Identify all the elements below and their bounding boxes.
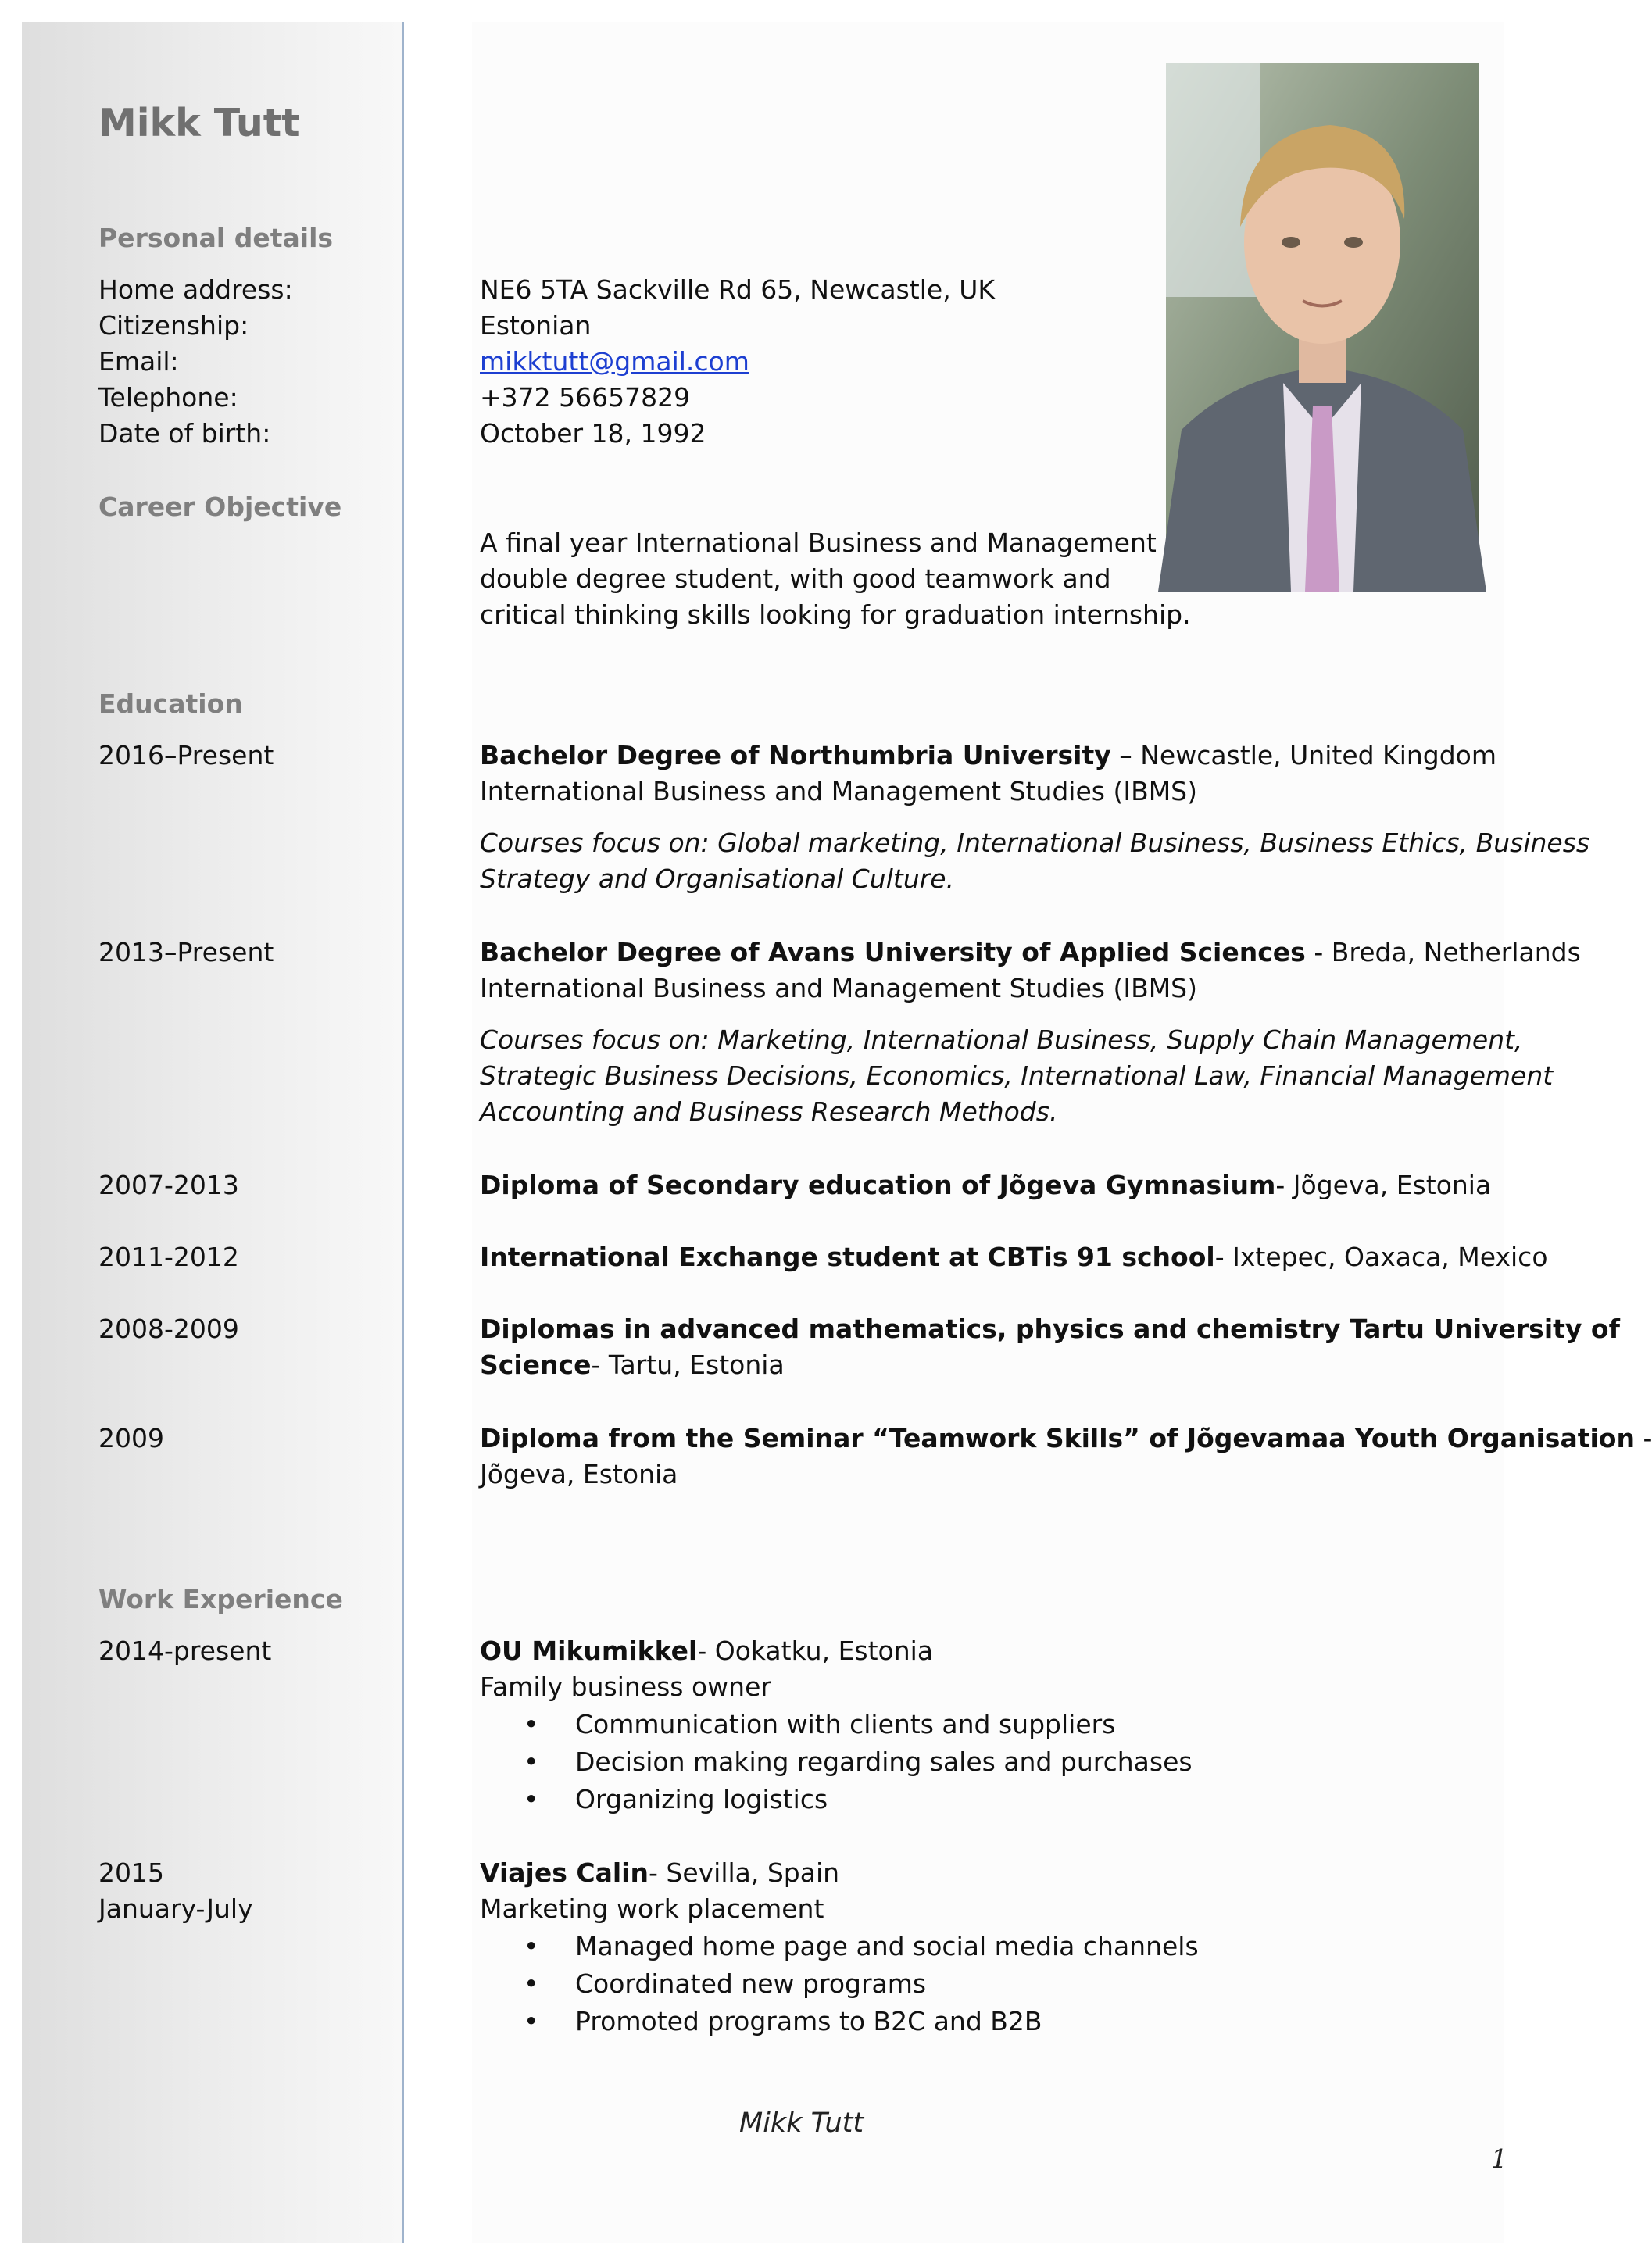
email-link[interactable]: mikktutt@gmail.com bbox=[480, 346, 749, 377]
home-address-label: Home address: bbox=[98, 274, 293, 305]
section-title-work-experience: Work Experience bbox=[98, 1584, 343, 1614]
duty-text: Decision making regarding sales and purchases bbox=[575, 1746, 1193, 1777]
list-item bbox=[480, 1966, 1199, 2004]
education-entry-heading bbox=[480, 1239, 1548, 1275]
education-program: International Business and Management Studies (IBMS) bbox=[480, 973, 1198, 1003]
education-date: 2011-2012 bbox=[98, 1242, 239, 1272]
education-date: 2013–Present bbox=[98, 937, 274, 967]
bullet-icon: • bbox=[524, 2006, 539, 2036]
education-degree: Science bbox=[480, 1350, 592, 1380]
education-courses: Strategy and Organisational Culture. bbox=[480, 863, 955, 894]
work-duties-list bbox=[480, 1929, 1199, 2041]
sidebar-divider bbox=[402, 22, 404, 2243]
career-objective-line: critical thinking skills looking for graduation internship. bbox=[480, 599, 1191, 630]
education-courses: Courses focus on: Marketing, International Business, Supply Chain Management, bbox=[480, 1024, 1523, 1055]
work-role: Family business owner bbox=[480, 1671, 771, 1702]
education-degree: Diploma from the Seminar “Teamwork Skills” of Jõgevamaa Youth Organisation bbox=[480, 1423, 1635, 1453]
duty-text: Organizing logistics bbox=[575, 1784, 828, 1814]
duty-text: Promoted programs to B2C and B2B bbox=[575, 2006, 1042, 2036]
duty-text: Managed home page and social media channels bbox=[575, 1931, 1199, 1961]
bullet-icon: • bbox=[524, 1709, 539, 1739]
education-degree: Diploma of Secondary education of Jõgeva Gymnasium bbox=[480, 1170, 1276, 1200]
list-item bbox=[480, 1744, 1193, 1782]
citizenship-value: Estonian bbox=[480, 310, 592, 341]
telephone-label: Telephone: bbox=[98, 382, 238, 413]
education-date: 2007-2013 bbox=[98, 1170, 239, 1200]
bullet-icon: • bbox=[524, 1968, 539, 1999]
education-location: – Newcastle, United Kingdom bbox=[1110, 740, 1497, 770]
education-location: - Ixtepec, Oaxaca, Mexico bbox=[1214, 1242, 1548, 1272]
work-location: - Ookatku, Estonia bbox=[697, 1636, 934, 1666]
education-location: - Jõgeva, Estonia bbox=[1275, 1170, 1492, 1200]
work-location: - Sevilla, Spain bbox=[648, 1857, 840, 1888]
education-courses: Accounting and Business Research Methods. bbox=[480, 1096, 1058, 1127]
section-title-career-objective: Career Objective bbox=[98, 492, 342, 522]
list-item bbox=[480, 1929, 1199, 1966]
education-entry-heading bbox=[480, 1347, 785, 1383]
bullet-icon: • bbox=[524, 1746, 539, 1777]
education-courses: Courses focus on: Global marketing, International Business, Business Ethics, Business bbox=[480, 828, 1590, 858]
education-degree: Bachelor Degree of Northumbria University bbox=[480, 740, 1111, 770]
education-location: - Breda, Netherlands bbox=[1305, 937, 1581, 967]
work-role: Marketing work placement bbox=[480, 1893, 824, 1924]
work-company: OU Mikumikkel bbox=[480, 1636, 698, 1666]
profile-photo bbox=[1166, 63, 1479, 592]
date-of-birth-label: Date of birth: bbox=[98, 418, 271, 449]
home-address-value: NE6 5TA Sackville Rd 65, Newcastle, UK bbox=[480, 274, 995, 305]
section-title-personal-details: Personal details bbox=[98, 223, 334, 253]
work-date: 2015 bbox=[98, 1857, 164, 1888]
duty-text: Coordinated new programs bbox=[575, 1968, 927, 1999]
education-entry-heading bbox=[480, 1167, 1491, 1203]
list-item bbox=[480, 2004, 1199, 2041]
work-date: 2014-present bbox=[98, 1636, 272, 1666]
education-degree: International Exchange student at CBTis 91 school bbox=[480, 1242, 1215, 1272]
work-date: January-July bbox=[98, 1893, 253, 1924]
education-program: International Business and Management Studies (IBMS) bbox=[480, 776, 1198, 806]
section-title-education: Education bbox=[98, 688, 243, 719]
work-entry-heading bbox=[480, 1855, 839, 1891]
education-date: 2008-2009 bbox=[98, 1314, 239, 1344]
list-item bbox=[480, 1782, 1193, 1819]
work-entry-heading bbox=[480, 1633, 933, 1669]
bullet-icon: • bbox=[524, 1931, 539, 1961]
education-location: - Tartu, Estonia bbox=[591, 1350, 785, 1380]
date-of-birth-value: October 18, 1992 bbox=[480, 418, 706, 449]
career-objective-line: A final year International Business and Management bbox=[480, 527, 1157, 558]
education-degree: Bachelor Degree of Avans University of Applied Sciences bbox=[480, 937, 1306, 967]
email-label: Email: bbox=[98, 346, 179, 377]
education-entry-heading bbox=[480, 1421, 1652, 1457]
work-company: Viajes Calin bbox=[480, 1857, 649, 1888]
career-objective-line: double degree student, with good teamwork and bbox=[480, 563, 1111, 594]
list-item bbox=[480, 1707, 1193, 1744]
education-location: - bbox=[1634, 1423, 1652, 1453]
page-number: 1 bbox=[1491, 2143, 1507, 2174]
education-date: 2016–Present bbox=[98, 740, 274, 770]
education-degree: Diplomas in advanced mathematics, physics and chemistry Tartu University of bbox=[480, 1314, 1620, 1344]
education-entry-heading bbox=[480, 738, 1496, 774]
education-courses: Strategic Business Decisions, Economics, International Law, Financial Management bbox=[480, 1060, 1554, 1091]
applicant-name: Mikk Tutt bbox=[98, 101, 300, 145]
citizenship-label: Citizenship: bbox=[98, 310, 249, 341]
telephone-value: +372 56657829 bbox=[480, 382, 691, 413]
duty-text: Communication with clients and suppliers bbox=[575, 1709, 1116, 1739]
work-duties-list bbox=[480, 1707, 1193, 1819]
education-date: 2009 bbox=[98, 1423, 164, 1453]
footer-name: Mikk Tutt bbox=[739, 2107, 864, 2139]
bullet-icon: • bbox=[524, 1784, 539, 1814]
education-entry-heading bbox=[480, 935, 1581, 971]
education-location: Jõgeva, Estonia bbox=[480, 1459, 678, 1489]
